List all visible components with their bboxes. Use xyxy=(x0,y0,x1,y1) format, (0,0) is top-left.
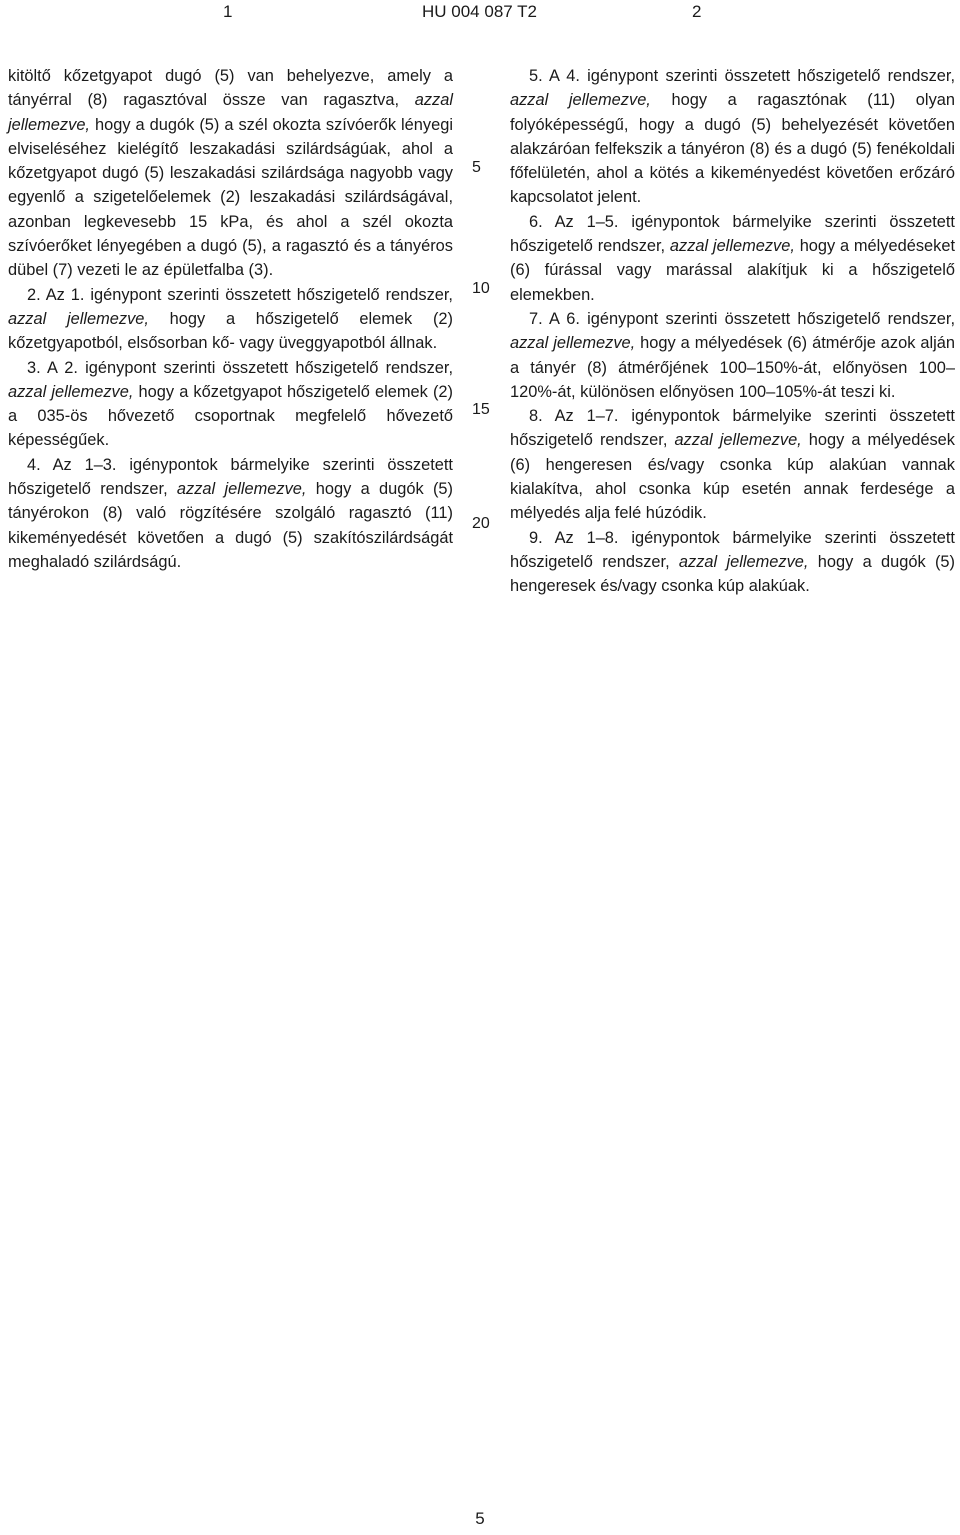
claim-2: 2. Az 1. igénypont szerinti összetett hőszigetelő rendszer, azzal jellemezve, hogy a hőszigetelő elemek (2) kőzetgyapotból, elsősorban kő- vagy üveggyapotból állnak. xyxy=(8,285,453,353)
line-number-10: 10 xyxy=(472,280,490,297)
left-column xyxy=(8,64,453,574)
claim-6: 6. Az 1–5. igénypontok bármelyike szerinti összetett hőszigetelő rendszer, azzal jellemezve, hogy a mélyedéseket (6) fúrással vagy marással alakítjuk ki a hőszigetelő elemekben. xyxy=(510,212,956,304)
claim-4: 4. Az 1–3. igénypontok bármelyike szerinti összetett hőszigetelő rendszer, azzal jellemezve, hogy a dugók (5) tányérokon (8) való rögzítésére szolgáló ragasztó (11) kikeményedését követően a dugó (5) szakítószilárdságát meghaladó szilárdságú. xyxy=(8,455,453,571)
line-number-20: 20 xyxy=(472,515,490,532)
line-number-5: 5 xyxy=(472,159,481,176)
document-id: HU 004 087 T2 xyxy=(422,2,537,21)
left-page-number: 1 xyxy=(223,2,233,21)
line-number-15: 15 xyxy=(472,401,490,418)
claim-7: 7. A 6. igénypont szerinti összetett hőszigetelő rendszer, azzal jellemezve, hogy a mélyedések (6) átmérője azok alján a tányér (8) átmérőjének 100–150%-át, előnyösen 100–120%-át, különösen előnyösen 100–105%-át teszi ki. xyxy=(510,309,955,401)
claim-8: 8. Az 1–7. igénypontok bármelyike szerinti összetett hőszigetelő rendszer, azzal jellemezve, hogy a mélyedések (6) hengeresen és/vagy csonka kúp alakúan vannak kialakítva, ahol csonka kúp esetén annak ferdesége a mélyedés alja felé húzódik. xyxy=(510,407,955,523)
right-column xyxy=(510,64,955,599)
claim-5: 5. A 4. igénypont szerinti összetett hőszigetelő rendszer, azzal jellemezve, hogy a ragasztónak (11) olyan folyóképességű, hogy a dugó (5) behelyezését követően alakzáróan felfekszik a tányéron (8) és a dugó (5) fenékoldali főfelületén, ahol a kötés a kikeményedést követően erőzáró kapcsolatot jelent. xyxy=(510,67,955,207)
footer-page-number: 5 xyxy=(475,1509,485,1528)
claim-1-continuation: kitöltő kőzetgyapot dugó (5) van behelyezve, amely a tányérral (8) ragasztóval össze van ragasztva, azzal jellemezve, hogy a dugók (5) a szél okozta szívóerők lényegi elviseléséhez kielégítő leszakadási szilárdságúak, ahol a kőzetgyapot dugó (5) leszakadási szilárdsága nagyobb vagy egyenlő a szigetelőelemek (2) leszakadási szilárdságával, azonban legkevesebb 15 kPa, és ahol a szél okozta szívóerőket lényegében a dugó (5), a ragasztó és a tányéros dübel (7) vezeti le az épületfalba (3). xyxy=(8,67,453,280)
claim-9: 9. Az 1–8. igénypontok bármelyike szerinti összetett hőszigetelő rendszer, azzal jellemezve, hogy a dugók (5) hengeresek és/vagy csonka kúp alakúak. xyxy=(510,528,955,596)
claim-3: 3. A 2. igénypont szerinti összetett hőszigetelő rendszer, azzal jellemezve, hogy a kőzetgyapot hőszigetelő elemek (2) a 035-ös hővezető csoportnak megfelelő hővezető képességűek. xyxy=(8,358,453,450)
right-page-number: 2 xyxy=(692,2,702,21)
